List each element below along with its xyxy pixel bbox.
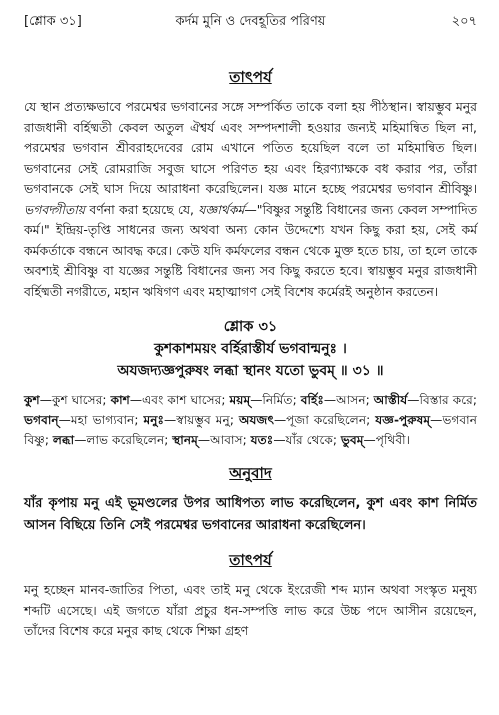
synonym-word: যতঃ: [250, 433, 274, 447]
synonym-word: ভগবান্: [24, 413, 59, 427]
page-content: [24, 40, 477, 642]
synonym-meaning: —এবং কাশ ঘাসের;: [129, 393, 230, 407]
synonym-word: মনুঃ: [143, 413, 165, 427]
verse-line-1: কুশকাশময়ং বর্হিরাস্তীর্য ভগবান্মনুঃ ।: [154, 341, 347, 357]
header-page-number: ২০৭: [451, 14, 477, 29]
purport-heading: তাৎপর্য: [229, 68, 272, 86]
synonym-word: বর্হিঃ: [300, 393, 324, 407]
synonym-word: আস্তীর্য: [373, 393, 408, 407]
synonym-word: ময়ম্: [229, 393, 251, 407]
synonym-meaning: —লাভ করেছিলেন;: [74, 433, 173, 447]
verse-title: শ্লোক ৩১: [223, 319, 278, 335]
translation-paragraph: যাঁর কৃপায় মনু এই ভূমণ্ডলের উপর আধিপত্য লাভ করেছিলেন, কুশ এবং কাশ নির্মিত আসন বিছিয়ে তিনি সেই পরমেশ্বর ভগবানের আরাধনা করেছিলেন।: [24, 496, 477, 533]
translation-heading: অনুবাদ: [229, 464, 272, 482]
synonym-meaning: —পৃথিবী।: [363, 433, 410, 447]
synonym-meaning: —আবাস;: [197, 433, 251, 447]
synonym-meaning: —বিস্তার করে;: [407, 393, 477, 407]
verse-line-2: অযজদ্যজ্ঞপুরুষং লব্ধা স্থানং যতো ভুবম্ ॥ ৩১ ॥: [117, 363, 384, 379]
synonym-word: স্থানম্: [172, 433, 198, 447]
synonym-meaning: —স্বায়ম্ভুব মনু;: [164, 413, 239, 427]
synonym-meaning: —কুশ ঘাসের;: [39, 393, 111, 407]
synonyms-paragraph: [24, 390, 477, 450]
header-chapter-title: কর্দম মুনি ও দেবহূতির পরিণয়: [175, 14, 326, 29]
synonym-word: অযজৎ: [238, 413, 274, 427]
synonym-word: কুশ: [24, 393, 40, 407]
synonym-meaning: —যাঁর থেকে;: [273, 433, 341, 447]
synonym-word: যজ্ঞ-পুরুষম্: [375, 413, 431, 427]
purport-paragraph: যে স্থান প্রত্যক্ষভাবে পরমেশ্বর ভগবানের সঙ্গে সম্পর্কিত তাকে বলা হয় পীঠস্থান। স্বায়ম্ভুব মনুর রাজধানী বর্হিষ্মতী কেবল অতুল ঐশ্বর্য এবং সম্পদশালী হওয়ার জন্যই মহিমান্বিত ছিল না, পরমেশ্বর ভগবান শ্রীবরাহদেবের রোম এখানে পতিত হয়েছিল বলে তা মহিমান্বিত ছিল। ভগবানের সেই রোমরাজি সবুজ ঘাসে পরিণত হয় এবং হিরণ্যাক্ষকে বধ করার পর, তাঁরা ভগবানকে সেই ঘাস দিয়ে আরাধনা করেছিলেন। যজ্ঞ মানে হচ্ছে পরমেশ্বর ভগবান শ্রীবিষ্ণু। ভগবদ্গীতায় বর্ণনা করা হয়েছে যে, যজ্ঞার্থকর্ম—"বিষ্ণুর সন্তুষ্টি বিধানের জন্য কেবল সম্পাদিত কর্ম।" ইন্দ্রিয়-তৃপ্তি সাধনের জন্য অথবা অন্য কোন উদ্দেশ্যে যখন কিছু করা হয়, সেই কর্ম কর্মকর্তাকে বন্ধনে আবদ্ধ করে। কেউ যদি কর্মফলের বন্ধন থেকে মুক্ত হতে চায়, তা হলে তাকে অবশ্যই শ্রীবিষ্ণু বা যজ্ঞের সন্তুষ্টি বিধানের জন্য সব কিছু করতে হবে। স্বায়ম্ভুব মনুর রাজধানী বর্হিষ্মতী নগরীতে, মহান ঋষিগণ এবং মহাত্মাগণ সেই বিশেষ কর্মেরই অনুষ্ঠান করতেন।: [24, 99, 477, 299]
synonym-word: লব্ধা: [52, 433, 75, 447]
synonym-meaning: —নির্মিত;: [250, 393, 301, 407]
synonym-meaning: —ভগবান বিষ্ণু;: [24, 413, 477, 447]
synonym-meaning: —পূজা করেছিলেন;: [273, 413, 376, 427]
synonym-word: ভুবম্: [340, 433, 364, 447]
purport2-paragraph: মনু হচ্ছেন মানব-জাতির পিতা, এবং তাই মনু থেকে ইংরেজী শব্দ ম্যান অথবা সংস্কৃত মনুষ্য শব্দটি এসেছে। এই জগতে যাঁরা প্রচুর ধন-সম্পত্তি লাভ করে উচ্চ পদে আসীন রয়েছেন, তাঁদের বিশেষ করে মনুর কাছ থেকে শিক্ষা গ্রহণ: [24, 582, 477, 638]
synonym-meaning: —আসন;: [323, 393, 374, 407]
header-verse-ref: [শ্লোক ৩১]: [24, 14, 82, 29]
running-header: [24, 12, 477, 34]
synonym-word: কাশ: [110, 393, 130, 407]
purport2-heading: তাৎপর্য: [229, 551, 272, 569]
synonym-meaning: —মহা ভাগ্যবান;: [58, 413, 144, 427]
